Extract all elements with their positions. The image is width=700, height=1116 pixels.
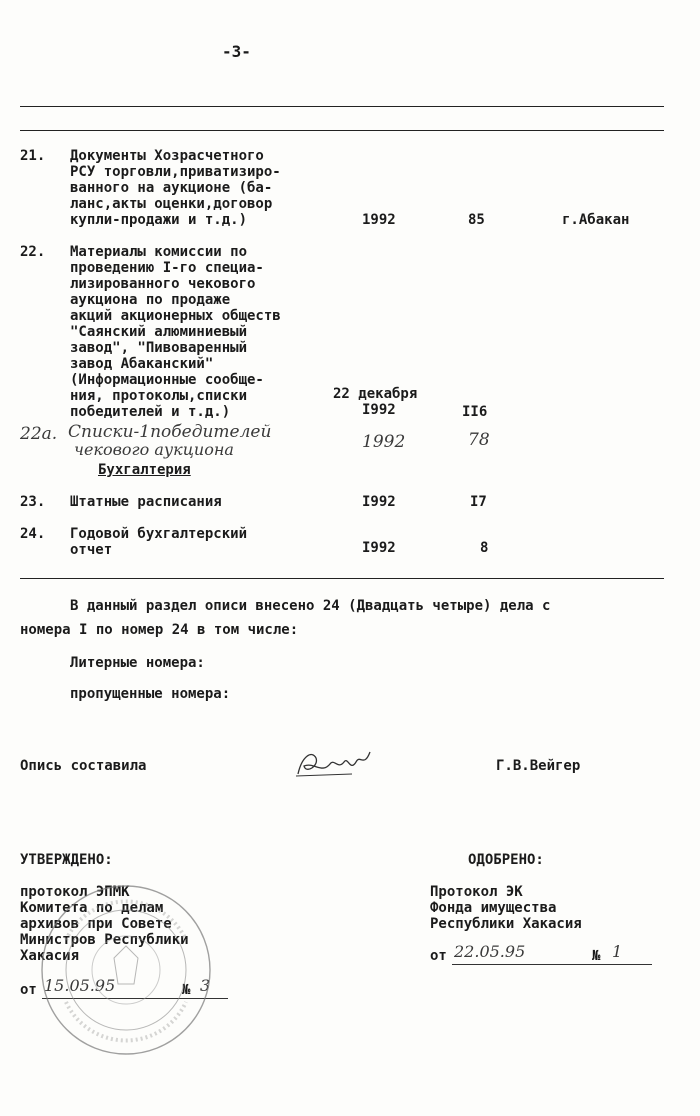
item-description-line: победителей и т.д.): [70, 404, 231, 420]
agreed-line: Протокол ЭК: [430, 884, 523, 900]
item-description-line: аукциона по продаже: [70, 292, 231, 308]
agreed-date: 22.05.95: [454, 942, 526, 961]
agreed-line: Республики Хакасия: [430, 916, 582, 932]
seal-stamp-image: [36, 880, 216, 1060]
approved-line: Хакасия: [20, 948, 80, 964]
item-description-line: Штатные расписания: [70, 494, 222, 510]
approved-line: протокол ЭПМК: [20, 884, 130, 900]
item-number: 21.: [20, 148, 46, 164]
item-description-line: купли-продажи и т.д.): [70, 212, 248, 228]
item-place: г.Абакан: [562, 212, 630, 228]
item-date: I992: [362, 402, 396, 418]
summary-line-1: В данный раздел описи внесено 24 (Двадцать четыре) дела с: [70, 598, 551, 614]
item-sheets: II6: [462, 404, 488, 420]
item-description-line: лизированного чекового: [70, 276, 256, 292]
item-number: 22.: [20, 244, 46, 260]
handwritten-description-line: чекового аукциона: [74, 440, 234, 459]
item-sheets: 8: [480, 540, 489, 556]
signature-image: [292, 744, 374, 784]
approved-number: 3: [200, 976, 211, 995]
item-description-line: завод", "Пивоваренный: [70, 340, 248, 356]
handwritten-date: 1992: [362, 432, 406, 452]
handwritten-sheets: 78: [468, 430, 490, 450]
agreed-date-underline: [452, 964, 652, 965]
item-sheets: 85: [468, 212, 485, 228]
summary-line-2: номера I по номер 24 в том числе:: [20, 622, 299, 638]
approved-date: 15.05.95: [44, 976, 116, 995]
section-heading: Бухгалтерия: [98, 462, 191, 478]
handwritten-description-line: Списки-1победителей: [68, 422, 272, 442]
item-description-line: Документы Хозрасчетного: [70, 148, 264, 164]
item-date: 1992: [362, 212, 396, 228]
agreed-number: 1: [612, 942, 623, 961]
item-description-line: Материалы комиссии по: [70, 244, 248, 260]
item-description-line: отчет: [70, 542, 113, 558]
agreed-heading: ОДОБРЕНО:: [468, 852, 544, 868]
item-description-line: "Саянский алюминиевый: [70, 324, 248, 340]
handwritten-item-number: 22а.: [20, 424, 58, 444]
approved-line: Комитета по делам: [20, 900, 164, 916]
table-bottom-rule: [20, 578, 664, 579]
page-number: -3-: [222, 42, 251, 61]
item-description-line: проведению I-го специа-: [70, 260, 264, 276]
approved-line: архивов при Совете: [20, 916, 172, 932]
item-date-day: 22 декабря: [333, 386, 418, 402]
item-description-line: Годовой бухгалтерский: [70, 526, 248, 542]
approved-number-prefix: №: [182, 982, 191, 998]
literal-numbers-label: Литерные номера:: [70, 655, 205, 671]
header-rule-bottom: [20, 130, 664, 131]
item-description-line: ланс,акты оценки,договор: [70, 196, 273, 212]
item-description-line: (Информационные сообще-: [70, 372, 264, 388]
item-date: I992: [362, 540, 396, 556]
approved-heading: УТВЕРЖДЕНО:: [20, 852, 113, 868]
item-number: 24.: [20, 526, 46, 542]
item-sheets: I7: [470, 494, 487, 510]
item-number: 23.: [20, 494, 46, 510]
item-description-line: РСУ торговли,приватизиро-: [70, 164, 281, 180]
approved-line: Министров Республики: [20, 932, 189, 948]
agreed-date-prefix: от: [430, 948, 447, 964]
approved-date-prefix: от: [20, 982, 37, 998]
item-description-line: ния, протоколы,списки: [70, 388, 248, 404]
item-date: I992: [362, 494, 396, 510]
compiled-by-label: Опись составила: [20, 758, 147, 774]
item-description-line: ванного на аукционе (ба-: [70, 180, 273, 196]
missing-numbers-label: пропущенные номера:: [70, 686, 231, 702]
item-description-line: акций акционерных обществ: [70, 308, 281, 324]
agreed-line: Фонда имущества: [430, 900, 557, 916]
header-rule-top: [20, 106, 664, 107]
compiler-name: Г.В.Вейгер: [496, 758, 581, 774]
item-description-line: завод Абаканский": [70, 356, 214, 372]
agreed-number-prefix: №: [592, 948, 601, 964]
